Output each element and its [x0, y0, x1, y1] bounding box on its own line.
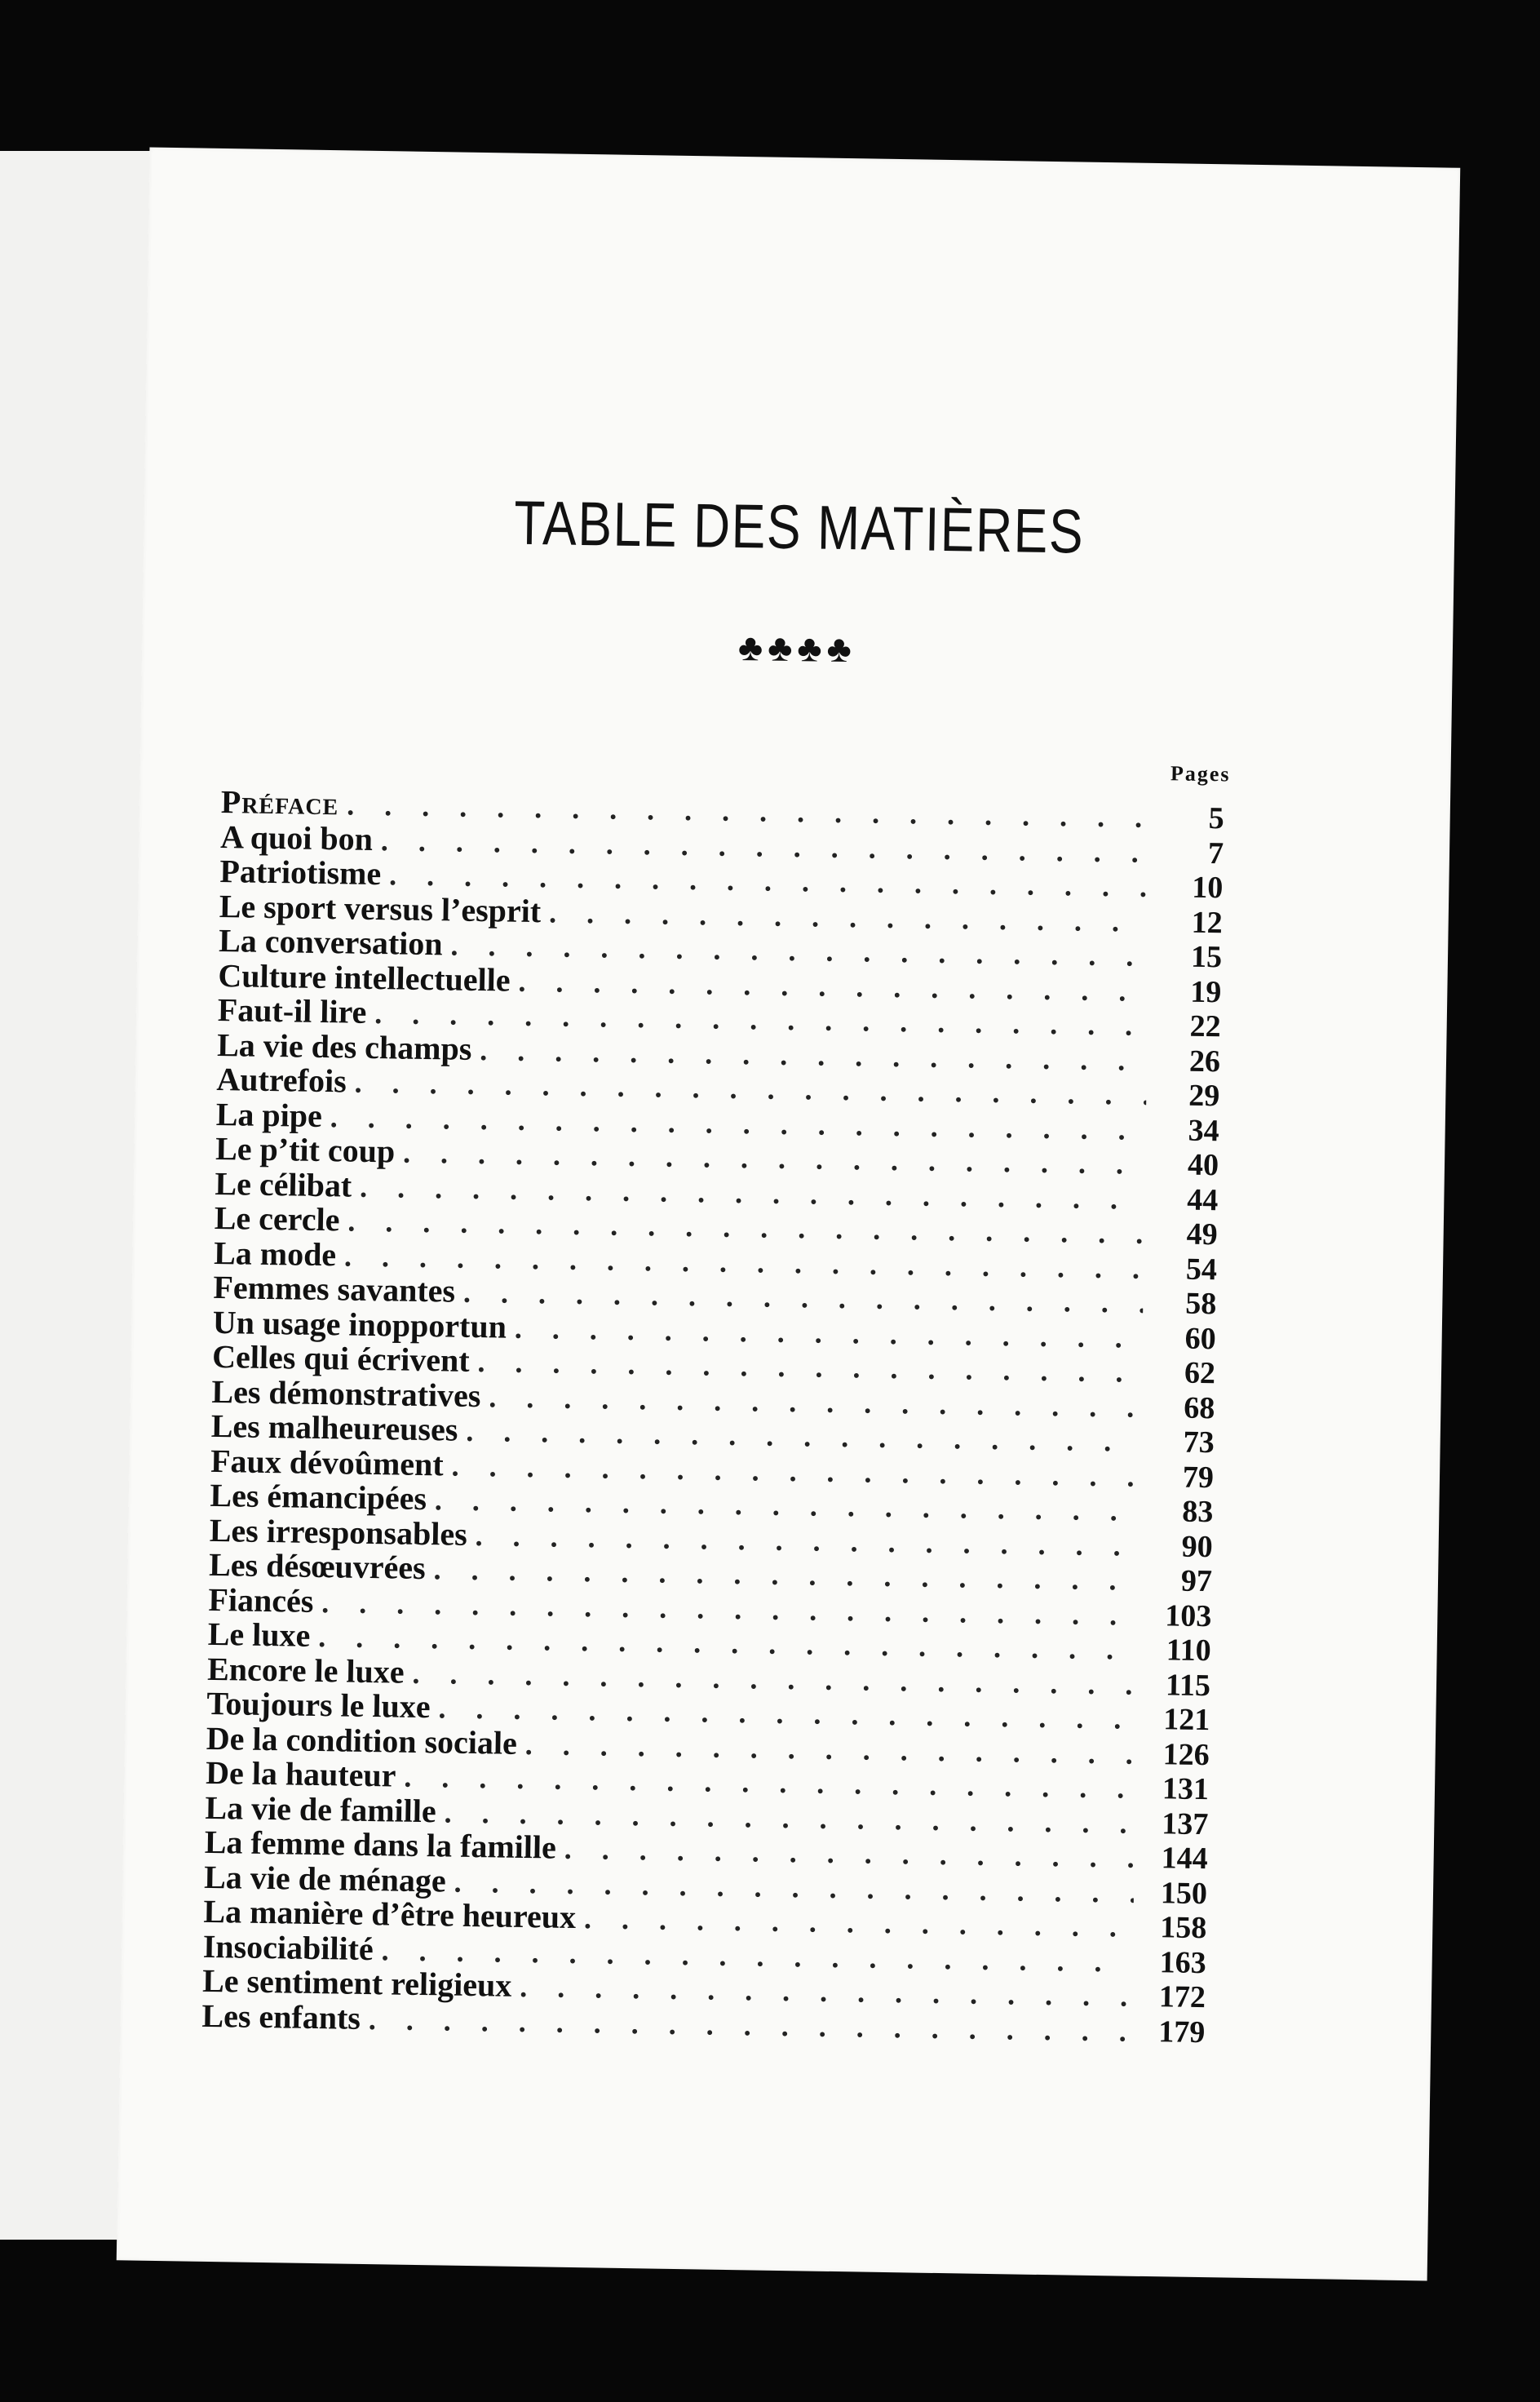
pages-column-header: Pages [1170, 761, 1231, 787]
toc-entry-page: 5 [1208, 801, 1225, 836]
toc-entry-title: Les désœuvrées [208, 1545, 427, 1587]
toc-entry-page: 115 [1165, 1667, 1211, 1703]
toc-entry-page: 131 [1162, 1771, 1210, 1807]
toc-entry-page: 172 [1158, 1979, 1206, 2015]
toc-entry-page: 179 [1157, 2014, 1206, 2050]
toc-entry-page: 150 [1160, 1875, 1208, 1911]
toc-entry-page: 22 [1189, 1008, 1222, 1044]
toc-entry-title: Le sentiment religieux [201, 1961, 512, 2004]
toc-entry-title: Les enfants [201, 1996, 361, 2036]
toc-entry-page: 62 [1184, 1355, 1216, 1391]
toc-entry-title: De la condition sociale [206, 1719, 518, 1762]
toc-entry-title: Le sport versus l’esprit [219, 887, 542, 929]
toc-entry-title: Préface [220, 783, 339, 822]
toc-entry-title: Les irresponsables [209, 1511, 468, 1553]
toc-entry-page: 137 [1161, 1806, 1209, 1841]
toc-entry-page: 90 [1181, 1529, 1213, 1564]
toc-entry-title: Un usage inopportun [212, 1303, 507, 1345]
toc-entry-page: 12 [1191, 905, 1224, 940]
toc-entry-title: La femme dans la famille [204, 1823, 557, 1866]
toc-entry-page: 60 [1184, 1321, 1216, 1356]
toc-entry-title: Fiancés [208, 1580, 314, 1620]
toc-entry-page: 126 [1162, 1736, 1210, 1772]
toc-entry-title: Autrefois [216, 1060, 347, 1100]
toc-entry-page: 68 [1184, 1390, 1215, 1425]
toc-entry-title: La vie des champs [216, 1026, 472, 1067]
toc-entry-page: 121 [1162, 1702, 1210, 1738]
toc-entry-title: La mode [213, 1234, 337, 1273]
toc-entry-page: 79 [1182, 1460, 1215, 1495]
toc-entry-page: 158 [1159, 1910, 1207, 1946]
toc-entry-page: 54 [1185, 1252, 1218, 1287]
toc-entry-title: Insociabilité [202, 1927, 374, 1967]
toc-entry-page: 44 [1187, 1182, 1219, 1217]
toc-entry-title: Les malheureuses [210, 1407, 458, 1448]
toc-entry-page: 26 [1188, 1044, 1221, 1079]
toc-entry-page: 19 [1190, 974, 1222, 1009]
toc-entry-title: Culture intellectuelle [218, 956, 511, 999]
toc-entry-page: 49 [1186, 1217, 1218, 1252]
toc-entry-title: La conversation [218, 921, 443, 963]
toc-entry-page: 163 [1159, 1944, 1206, 1980]
toc-entry-page: 7 [1207, 835, 1224, 871]
toc-entry-title: De la hauteur [205, 1753, 396, 1794]
toc-entry-title: Encore le luxe [206, 1650, 405, 1691]
toc-entry-page: 144 [1161, 1841, 1208, 1877]
toc-entry-page: 103 [1165, 1598, 1212, 1633]
toc-entry-page: 58 [1185, 1286, 1217, 1322]
toc-entry-title: Faut-il lire [217, 990, 367, 1030]
toc-entry-page: 97 [1180, 1563, 1213, 1599]
toc-entry-title: Celles qui écrivent [211, 1337, 470, 1379]
toc-entry-page: 110 [1166, 1633, 1211, 1669]
toc-entry-title: A quoi bon [219, 818, 374, 858]
toc-entry-title: Le cercle [214, 1199, 340, 1239]
toc-entry-title: La vie de ménage [203, 1858, 447, 1899]
toc-entry-title: Toujours le luxe [206, 1684, 431, 1726]
toc-entry-title: Les émancipées [210, 1476, 427, 1518]
toc-entry-page: 34 [1188, 1113, 1220, 1148]
toc-entry-title: Le luxe [207, 1615, 311, 1654]
toc-entry-title: La pipe [215, 1095, 323, 1134]
toc-entry-page: 10 [1192, 870, 1224, 906]
toc-entry-page: 15 [1190, 939, 1223, 975]
toc-entry-title: Le célibat [215, 1164, 352, 1204]
toc-entry-page: 40 [1187, 1147, 1219, 1183]
page-title: TABLE DES MATIÈRES [513, 488, 1085, 567]
toc-entry-title: Femmes savantes [213, 1268, 456, 1310]
toc-entry-title: Faux dévoûment [210, 1442, 445, 1482]
toc-entry-title: Les démonstratives [211, 1372, 481, 1414]
toc-entry-page: 83 [1182, 1494, 1214, 1530]
toc-entry-title: La vie de famille [205, 1788, 437, 1829]
toc-entry-title: Le p’tit coup [215, 1129, 396, 1170]
table-of-contents [201, 785, 1224, 2049]
club-ornament: ♣♣♣♣ [737, 626, 857, 671]
toc-entry-page: 29 [1188, 1078, 1220, 1114]
book-page [117, 148, 1460, 2281]
toc-entry-title: La manière d’être heureux [203, 1892, 577, 1936]
toc-entry-page: 73 [1183, 1425, 1215, 1460]
toc-entry-title: Patriotisme [219, 853, 382, 893]
